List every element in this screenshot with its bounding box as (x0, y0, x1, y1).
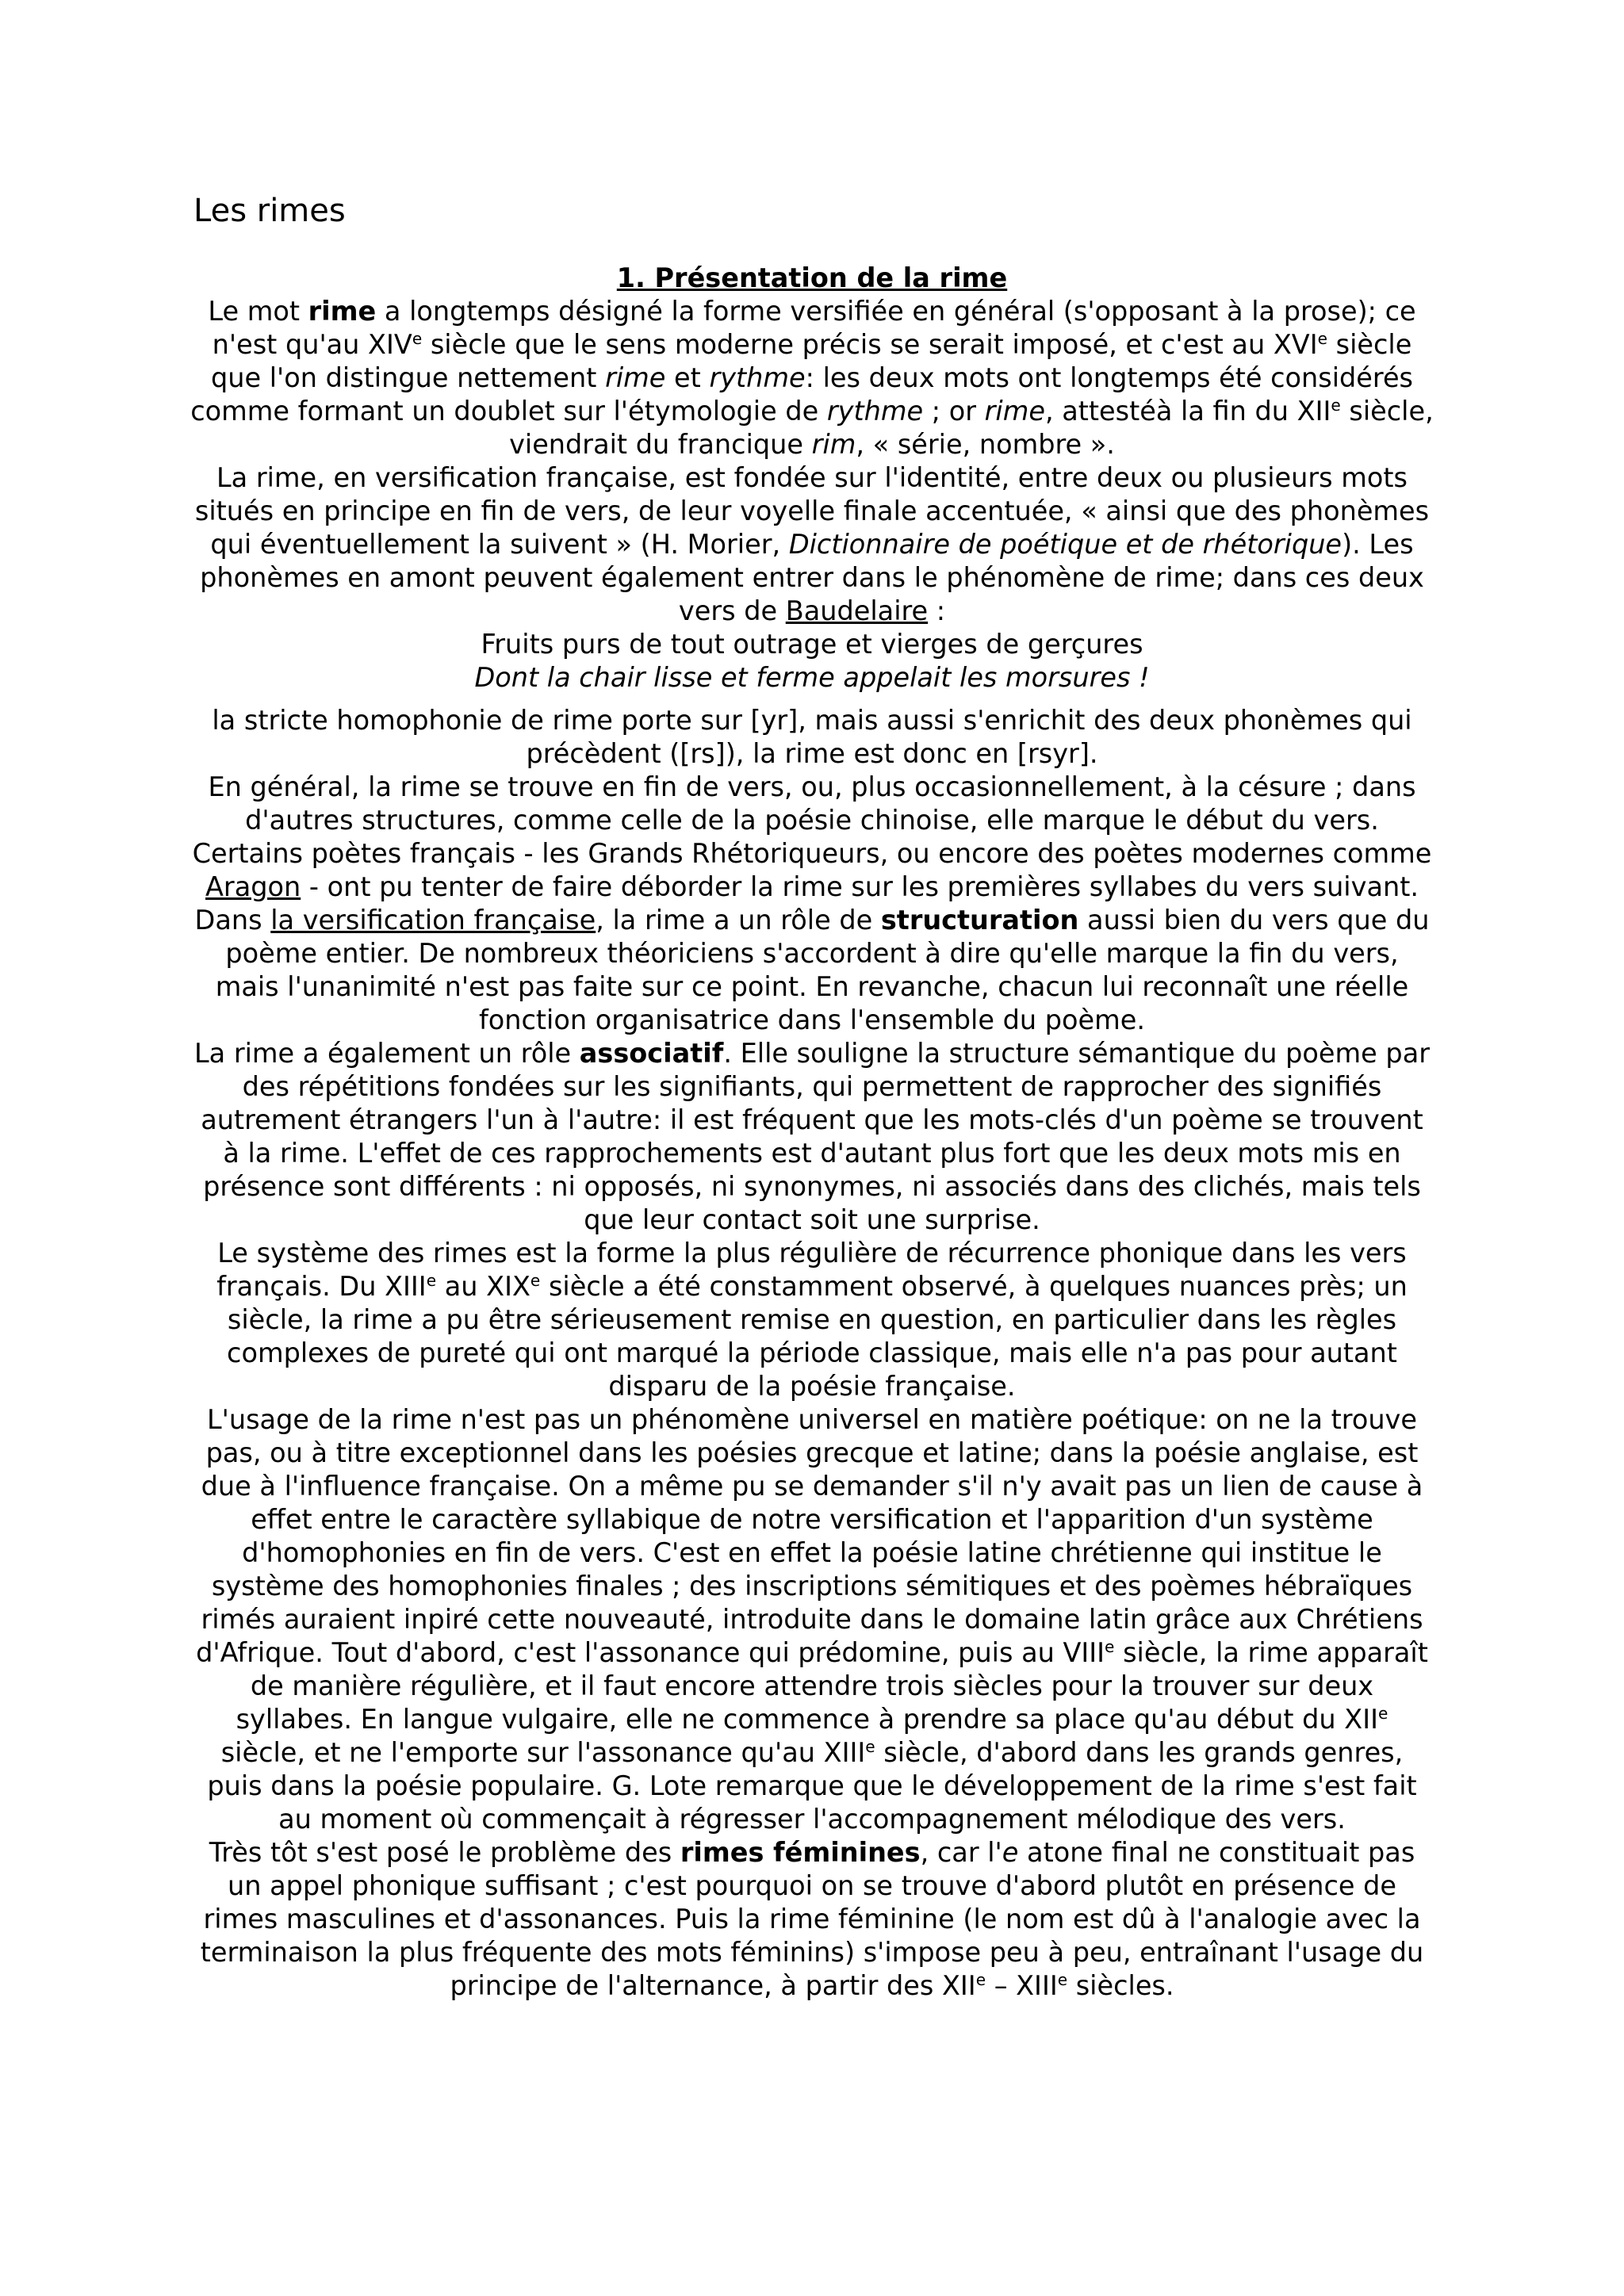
italic-title: Dictionnaire de poétique et de rhétorique (788, 529, 1342, 560)
text-run: siècle a été constamment observé, à quelques nuances près; un siècle, la rime a pu être sérieusement remise en question, en particulier dans les règles complexes de pureté qui ont marqué la période classique, mais elle n'a pas pour autant disparu de la poésie française. (227, 1271, 1408, 1402)
paragraph-8 (190, 1403, 1434, 1836)
text-run: au XIX (436, 1271, 530, 1302)
text-run: siècle, la rime apparaît de manière régulière, et il faut encore attendre trois siècles pour la trouver sur deux syllabes. En langue vulgaire, elle ne commence à prendre sa place qu'au début du XII (236, 1637, 1428, 1735)
link-versification-francaise[interactable]: la versification française (270, 905, 596, 936)
link-aragon[interactable]: Aragon (205, 871, 301, 902)
link-baudelaire[interactable]: Baudelaire (785, 595, 929, 626)
text-run: siècle que le sens moderne précis se serait imposé, et c'est au XVI (422, 329, 1318, 360)
italic-term: rythme (709, 362, 806, 393)
verse-line-2 (190, 661, 1434, 695)
paragraph-7 (190, 1237, 1434, 1403)
text-run: Très tôt s'est posé le problème des (209, 1837, 680, 1868)
superscript: e (412, 328, 423, 348)
superscript: e (1378, 1703, 1388, 1723)
italic-term: rime (605, 362, 666, 393)
verse-line-1: Fruits purs de tout outrage et vierges de gerçures (481, 629, 1143, 660)
paragraph-9 (190, 1836, 1434, 2003)
superscript: e (426, 1270, 437, 1290)
text-run: . Elle souligne la structure sémantique du poème par des répétitions fondées sur les signifiants, qui permettent de rapprocher des signifiés autrement étrangers l'un à l'autre: il est fréquent que les mots-clés d'un poème se trouvent à la rime. L'effet de ces rapprochements est d'autant plus fort que les deux mots mis en présence sont différents : ni opposés, ni synonymes, ni associés dans des clichés, mais tels que leur contact soit une surprise. (201, 1038, 1430, 1235)
italic-term: rythme (826, 396, 924, 427)
paragraph-3: la stricte homophonie de rime porte sur [yr], mais aussi s'enrichit des deux phonèmes qui précèdent ([rs]), la rime est donc en [rsyr]. (212, 705, 1412, 769)
text-run: atone final ne constituait pas un appel phonique suffisant ; c'est pourquoi on se trouve d'abord plutôt en présence de rimes masculines et d'assonances. Puis la rime féminine (le nom est dû à l'analogie avec la terminaison la plus fréquente des mots féminins) s'impose peu à peu, entraînant l'usage du principe de l'alternance, à partir des XII (200, 1837, 1424, 2001)
text-run: : (928, 595, 946, 626)
text-run: : les deux mots ont longtemps été considérés comme formant un doublet sur l'étymologie de (190, 362, 1414, 427)
text-run: L'usage de la rime n'est pas un phénomène universel en matière poétique: on ne la trouve pas, ou à titre exceptionnel dans les poésies grecque et latine; dans la poésie anglaise, est due à l'influence française. On a même pu se demander s'il n'y avait pas un lien de cause à effet entre le caractère syllabique de notre versification et l'apparition d'un système d'homophonies en fin de vers. C'est en effet la poésie latine chrétienne qui institue le système des homophonies finales ; des inscriptions sémitiques et des poèmes hébraïques rimés auraient inpiré cette nouveauté, introduite dans le domaine latin grâce aux Chrétiens d'Afrique. Tout d'abord, c'est l'assonance qui prédomine, puis au VIII (196, 1404, 1423, 1668)
bold-term: rime (308, 296, 377, 327)
text-run: - ont pu tenter de faire déborder la rime sur les premières syllabes du vers suivant. (301, 871, 1419, 902)
text-run: siècle, viendrait du francique (509, 396, 1434, 460)
text-run: La rime, en versification française, est fondée sur l'identité, entre deux ou plusieurs mots situés en principe en fin de vers, de leur voyelle finale accentuée, « ainsi que des phonèmes qui éventuellement la suivent » (H. Morier, (194, 462, 1430, 560)
bold-term: structuration (880, 905, 1079, 936)
text-run: ). Les phonèmes en amont peuvent également entrer dans le phénomène de rime; dans ces deux vers de (200, 529, 1424, 626)
text-run: siècles. (1067, 1970, 1174, 2001)
superscript: e (865, 1736, 875, 1756)
text-run: ; or (923, 396, 985, 427)
text-run: siècle, et ne l'emporte sur l'assonance qu'au XIII (220, 1737, 866, 1768)
bold-term: associatif (579, 1038, 724, 1069)
text-run: siècle que l'on distingue nettement (210, 329, 1412, 393)
text-run: , car l' (920, 1837, 1002, 1868)
italic-term: e (1002, 1837, 1019, 1868)
superscript: e (1105, 1636, 1115, 1656)
paragraph-5 (190, 904, 1434, 1037)
paragraph-1 (190, 295, 1434, 461)
text-run: Le mot (208, 296, 308, 327)
text-run: La rime a également un rôle (193, 1038, 580, 1069)
text-run: , attestéà la fin du XII (1044, 396, 1331, 427)
superscript: e (1331, 395, 1341, 415)
document-title: Les rimes (193, 193, 346, 229)
text-run: a longtemps désigné la forme versifiée en général (s'opposant à la prose); ce n'est qu'au XIV (212, 296, 1416, 360)
superscript: e (975, 1969, 986, 1989)
italic-term: rim (811, 429, 856, 460)
text-run: – XIII (986, 1970, 1058, 2001)
italic-term: rime (984, 396, 1045, 427)
text-run: Le système des rimes est la forme la plus régulière de récurrence phonique dans les vers français. Du XIII (216, 1238, 1407, 1302)
section-heading: 1. Présentation de la rime (616, 262, 1008, 293)
paragraph-6 (190, 1037, 1434, 1237)
text-run: Dans (194, 905, 271, 936)
text-run: aussi bien du vers que du poème entier. De nombreux théoriciens s'accordent à dire qu'elle marque la fin du vers, mais l'unanimité n'est pas faite sur ce point. En revanche, chacun lui reconnaît une réelle fonction organisatrice dans l'ensemble du poème. (215, 905, 1430, 1035)
text-run: , « série, nombre ». (856, 429, 1115, 460)
text-run: , la rime a un rôle de (596, 905, 881, 936)
paragraph-2 (190, 461, 1434, 628)
bold-term: rimes féminines (680, 1837, 921, 1868)
italic-verse: Dont la chair lisse et ferme appelait les morsures ! (474, 662, 1150, 693)
document-body (190, 262, 1434, 2003)
text-run: siècle, d'abord dans les grands genres, puis dans la poésie populaire. G. Lote remarque que le développement de la rime s'est fait au moment où commençait à régresser l'accompagnement mélodique des vers. (207, 1737, 1417, 1835)
superscript: e (1057, 1969, 1068, 1989)
text-run: et (665, 362, 710, 393)
superscript: e (1317, 328, 1327, 348)
text-run: En général, la rime se trouve en fin de vers, ou, plus occasionnellement, à la césure ; dans d'autres structures, comme celle de la poésie chinoise, elle marque le début du vers. Certains poètes français - les Grands Rhétoriqueurs, ou encore des poètes modernes comme (192, 771, 1432, 869)
verse-quote (190, 628, 1434, 695)
paragraph-4 (190, 771, 1434, 904)
superscript: e (530, 1270, 541, 1290)
